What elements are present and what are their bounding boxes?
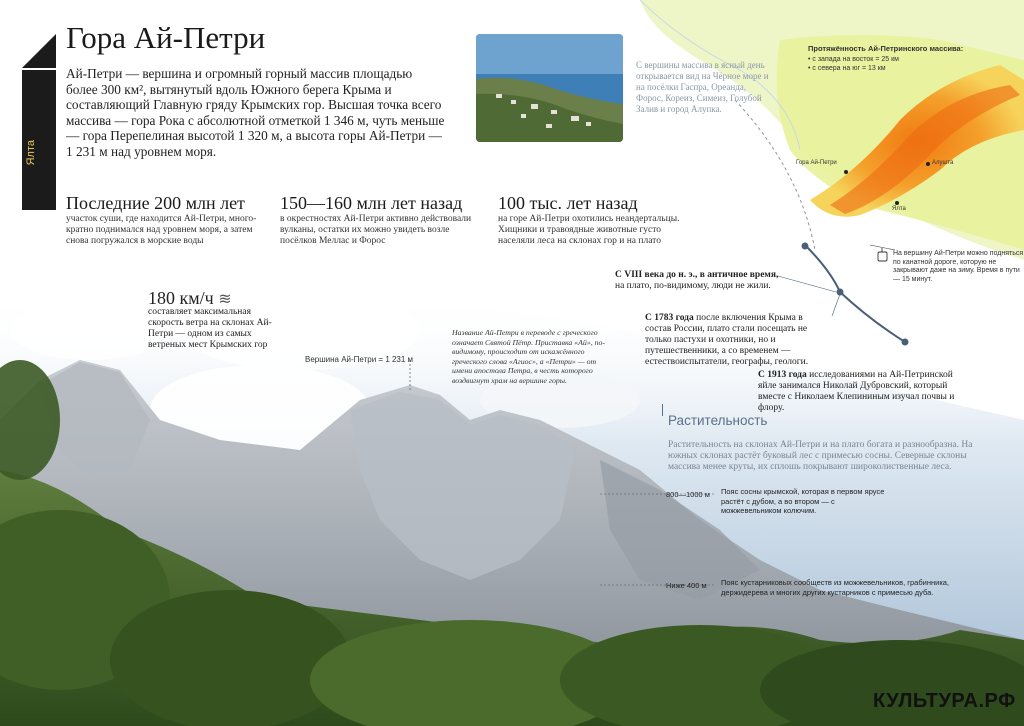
vegetation-title: Растительность — [668, 413, 768, 428]
map-label-peak: Гора Ай-Петри — [796, 160, 837, 166]
wind-icon: ≋ — [218, 291, 232, 308]
massif-extent-title: Протяжённость Ай-Петринского массива: — [808, 44, 964, 53]
history-date: С 1913 года — [758, 370, 807, 380]
era-text: в окрестностях Ай-Петри активно действовали вулканы, остатки их можно увидеть возле посёлков Меллас и Форос — [280, 214, 472, 246]
altitude-zone-text: Пояс сосны крымской, которая в первом ярусе растёт с дубом, а во втором — с можжевельником колючим. — [721, 487, 885, 515]
era-text: участок суши, где находится Ай-Петри, много-кратно поднимался над уровнем моря, а затем снова погружался в морские воды — [66, 214, 257, 246]
history-item — [645, 313, 830, 368]
history-text: после включения Крыма в состав России, плато стали посещать не только пастухи и охотники, но и путешественники, а со временем — естествоиспытатели, географы, геологи. — [645, 313, 809, 367]
coast-photo — [476, 34, 623, 142]
history-date: С VIII века до н. э., в античное время, — [615, 270, 779, 280]
extent-west-east: • с запада на восток = 25 км — [808, 56, 899, 63]
history-item — [758, 370, 968, 414]
brand-logo: КУЛЬТУРА.РФ — [873, 690, 1016, 712]
era-block — [66, 193, 266, 247]
era-heading: 150—160 млн лет назад — [280, 193, 463, 213]
intro-text: Ай-Петри — вершина и огромный горный массив площадью более 300 км², вытянутый вдоль Южного берега Крыма и составляющий Главную гряду Крымских гор. Высшая точка всего массива — гора Рока с абсолютной отметкой 1 346 м, чуть меньше — гора Перепелиная высотой 1 320 м, а высота горы Ай-Петри — 1 231 м над уровнем моря. — [66, 66, 445, 159]
era-block — [280, 193, 480, 247]
map-label-yalta: Ялта — [892, 206, 906, 212]
veg-divider — [662, 404, 663, 416]
wind-speed-heading — [148, 288, 232, 309]
summit-altitude-label: Вершина Ай-Петри = 1 231 м — [305, 355, 414, 364]
photo-caption: С вершины массива в ясный день открывается вид на Чёрное море и на посёлки Гаспра, Ореанда, Форос, Кореиз, Симеиз, Голубой Залив и город Алупка. — [636, 60, 769, 114]
extent-north-south: • с севера на юг = 13 км — [808, 65, 886, 72]
wind-speed-text: составляет максимальная скорость ветра на склонах Ай-Петри — одном из самых ветреных мест Крымских гор — [148, 307, 272, 350]
era-block — [498, 193, 698, 247]
altitude-zone-label: 800—1000 м — [666, 490, 710, 499]
vegetation-text: Растительность на склонах Ай-Петри и на плато богата и разнообразна. На южных склонах растёт буковый лес с примесью сосны. Северные склоны массива менее круты, их сплошь покрывают широколиственные леса. — [668, 440, 973, 472]
history-text: на плато, по-видимому, люди не жили. — [615, 281, 771, 291]
wind-speed-value: 180 км/ч — [148, 288, 214, 308]
altitude-zone-text: Пояс кустарниковых сообществ из можжевельников, грабинника, держидерева и многих других кустарников с примесью дуба. — [721, 578, 950, 597]
name-origin-note: Название Ай-Петри в переводе с греческого означает Святой Пётр. Приставка «Ай», по-видимому, происходит от искажённого греческого слова «Агиос», а «Петри» — от имени апостола Петра, в честь которого воздвигнут храм на вершине горы. — [452, 328, 606, 385]
era-text: на горе Ай-Петри охотились неандертальцы. Хищники и травоядные животные густо населяли леса на склонах гор и на плато — [498, 214, 680, 246]
altitude-zone-label: Ниже 400 м — [666, 581, 707, 590]
era-heading: Последние 200 млн лет — [66, 193, 245, 213]
map-label-alushta: Алушта — [932, 160, 954, 166]
era-heading: 100 тыс. лет назад — [498, 193, 638, 213]
history-date: С 1783 года — [645, 313, 694, 323]
history-item — [615, 270, 780, 292]
cable-car-note: На вершину Ай-Петри можно подняться по канатной дороге, которую не закрывают даже на зиму. Время в пути — 15 минут. — [893, 250, 1024, 283]
ribbon-top-triangle — [22, 34, 56, 68]
history-text: исследованиями на Ай-Петринской яйле занимался Николай Дубровский, который вместе с Николаем Клепининым изучал почвы и флору. — [758, 370, 955, 413]
location-tab-label: Ялта — [25, 140, 37, 166]
massif-extent-list — [808, 55, 899, 73]
page-title: Гора Ай-Петри — [66, 20, 266, 55]
